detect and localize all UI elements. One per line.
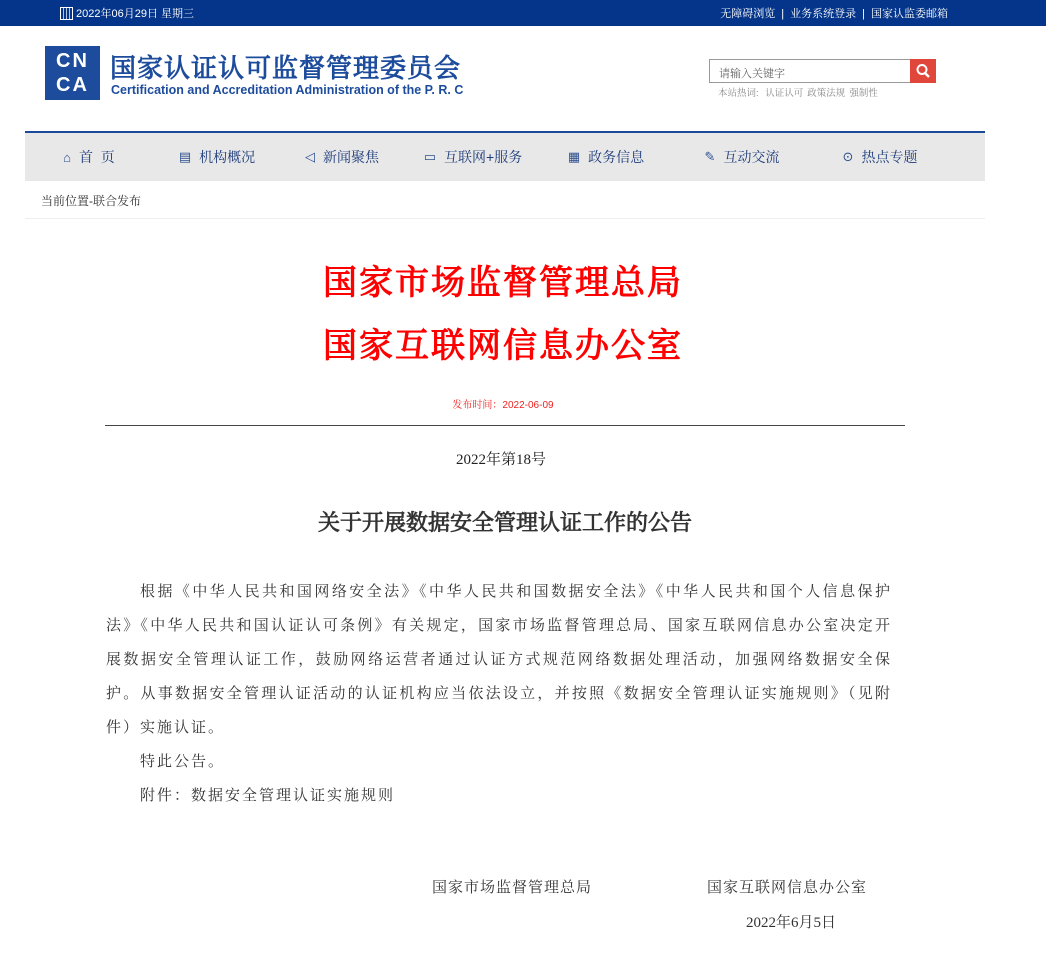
hot-label: 本站热词: xyxy=(718,88,759,99)
nav-label: 政务信息 xyxy=(588,149,645,165)
top-links xyxy=(717,5,951,21)
system-login-link[interactable]: 业务系统登录 xyxy=(790,8,857,20)
accessible-browse-link[interactable]: 无障碍浏览 xyxy=(720,8,776,20)
document-number: 2022年第18号 xyxy=(455,452,546,468)
list-icon: ▤ xyxy=(178,149,192,164)
nav-label: 热点专题 xyxy=(861,149,918,165)
nav-news[interactable] xyxy=(281,133,403,181)
nav-about[interactable] xyxy=(153,133,281,181)
signature-date: 2022年6月5日 xyxy=(746,915,837,931)
main-nav xyxy=(25,131,985,181)
separator: | xyxy=(781,8,785,20)
signature: 国家互联网信息办公室 xyxy=(707,880,868,896)
issuer-heading: 国家市场监督管理总局 xyxy=(323,265,683,302)
cnca-logo[interactable]: CN CA xyxy=(45,46,100,100)
nav-interaction[interactable] xyxy=(669,133,815,181)
issuer-heading: 国家互联网信息办公室 xyxy=(323,328,683,365)
divider xyxy=(105,425,905,426)
signature: 国家市场监督管理总局 xyxy=(432,880,593,896)
site-name-cn: 国家认证认可监督管理委员会 xyxy=(110,53,462,83)
nav-home[interactable] xyxy=(25,133,153,181)
nav-label: 互动交流 xyxy=(723,149,780,165)
search-input[interactable]: 请输入关键字 xyxy=(709,59,911,83)
edit-icon: ✎ xyxy=(704,149,716,164)
mailbox-link[interactable]: 国家认监委邮箱 xyxy=(871,8,948,20)
monitor-icon: ▭ xyxy=(423,149,437,164)
paragraph: 特此公告。 xyxy=(140,754,226,770)
nav-label: 互联网+服务 xyxy=(444,149,523,165)
nav-topics[interactable] xyxy=(815,133,945,181)
calendar-icon xyxy=(60,7,73,20)
article-body xyxy=(106,575,892,813)
search-button[interactable] xyxy=(910,59,936,83)
attachment-link[interactable]: 附件：数据安全管理认证实施规则 xyxy=(140,788,396,804)
nav-services[interactable] xyxy=(403,133,543,181)
article-title: 关于开展数据安全管理认证工作的公告 xyxy=(317,510,692,535)
date-text: 2022年06月29日 星期三 xyxy=(76,8,194,20)
hot-words xyxy=(718,85,882,99)
nav-label: 机构概况 xyxy=(199,149,256,165)
site-name-en: Certification and Accreditation Administration of the P. R. C xyxy=(111,83,464,97)
search-icon xyxy=(915,63,931,79)
top-bar xyxy=(0,0,1046,26)
nav-gov-info[interactable] xyxy=(543,133,669,181)
nav-label: 新闻聚焦 xyxy=(323,149,379,165)
publish-time: 发布时间：2022-06-09 xyxy=(452,400,554,411)
chat-icon: ⊙ xyxy=(842,149,854,164)
current-date xyxy=(60,5,194,21)
hot-word[interactable]: 强制性 xyxy=(849,88,878,99)
info-icon: ▦ xyxy=(567,149,581,164)
paragraph: 根据《中华人民共和国网络安全法》《中华人民共和国数据安全法》《中华人民共和国个人信息保护法》《中华人民共和国认证认可条例》有关规定，国家市场监督管理总局、国家互联网信息办公室决定开展数据安全管理认证工作，鼓励网络运营者通过认证方式规范网络数据处理活动，加强网络数据安全保护。从事数据安全管理认证活动的认证机构应当依法设立，并按照《数据安全管理认证实施规则》（见附件）实施认证。 xyxy=(106,584,892,736)
nav-label: 首 页 xyxy=(79,149,115,165)
home-icon: ⌂ xyxy=(63,149,72,165)
hot-word[interactable]: 认证认可 xyxy=(765,88,804,99)
separator: | xyxy=(862,8,865,20)
breadcrumb: 当前位置-联合发布 xyxy=(25,181,985,219)
hot-word[interactable]: 政策法规 xyxy=(807,88,846,99)
megaphone-icon: ◁ xyxy=(305,149,315,164)
